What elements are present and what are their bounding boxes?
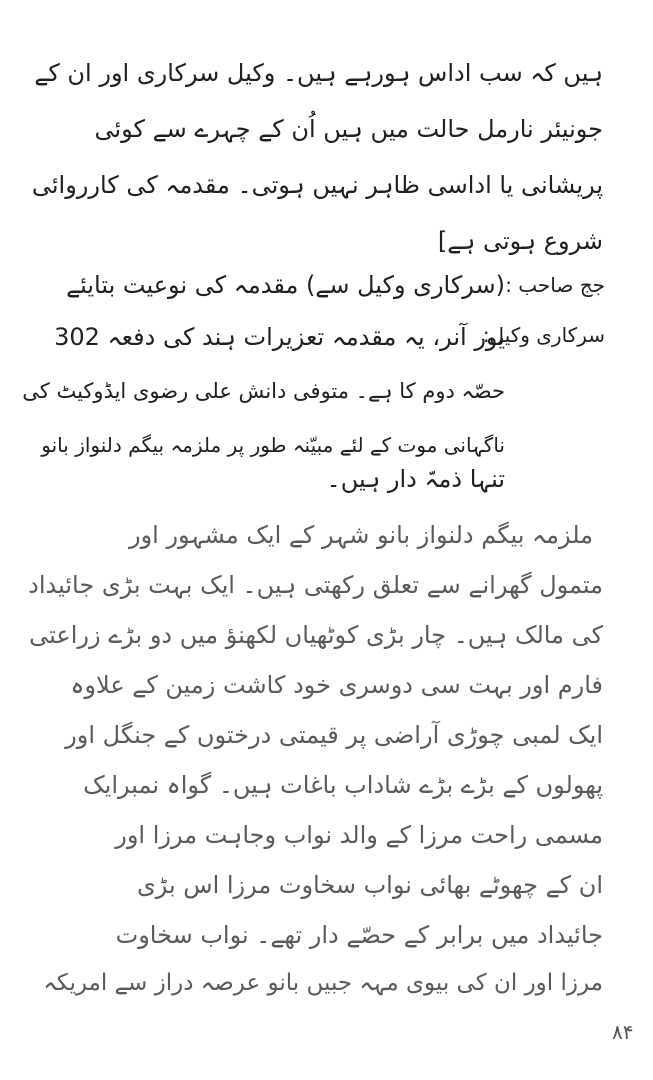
paragraph-line: مسمی راحت مرزا کے والد نواب وجاہت مرزا اور [115,821,603,849]
paragraph-line: کی مالک ہیں۔ چار بڑی کوٹھیاں لکھنؤ میں دو بڑے زراعتی [29,621,603,649]
prosecutor-dialogue-line: تنہا ذمہّ دار ہیں۔ [326,465,505,493]
paragraph-line: متمول گھرانے سے تعلق رکھتی ہیں۔ ایک بہت بڑی جائیداد [28,571,603,599]
text-line: پریشانی یا اداسی ظاہر نہیں ہوتی۔ مقدمہ کی کارروائی [31,171,603,199]
text-line: جونیئر نارمل حالت میں ہیں اُن کے چہرے سے کوئی [94,115,603,143]
paragraph-line: ایک لمبی چوڑی آراضی پر قیمتی درختوں کے جنگل اور [65,721,603,749]
paragraph-line: ملزمہ بیگم دلنواز بانو شہر کے ایک مشہور اور [128,521,593,549]
prosecutor-dialogue-line: یور آنر، یہ مقدمہ تعزیرات ہند کی دفعہ 302 [54,323,505,351]
paragraph-line: ان کے چھوٹے بھائی نواب سخاوت مرزا اس بڑی [136,871,603,899]
paragraph-line: فارم اور بہت سی دوسری خود کاشت زمین کے علاوہ [70,671,603,699]
prosecutor-label: سرکاری وکیل: [482,323,605,347]
judge-label: جج صاحب : [505,273,605,297]
page-number: ۸۴ [612,1020,634,1044]
paragraph-line: جائیداد میں برابر کے حصّے دار تھے۔ نواب سخاوت [115,921,603,949]
judge-dialogue-line: (سرکاری وکیل سے) مقدمہ کی نوعیت بتایئے [66,271,505,299]
text-line: شروع ہوتی ہے] [437,227,603,255]
prosecutor-dialogue-line: ناگہانی موت کے لئے مبیّنہ طور پر ملزمہ بیگم دلنواز بانو [41,433,505,457]
text-line: ہیں کہ سب اداس ہورہے ہیں۔ وکیل سرکاری اور ان کے [34,59,603,87]
prosecutor-dialogue-line: حصّہ دوم کا ہے۔ متوفی دانش علی رضوی ایڈوکیٹ کی [22,379,505,403]
paragraph-line: مرزا اور ان کی بیوی مہہ جبیں بانو عرصہ دراز سے امریکہ [43,970,603,996]
paragraph-line: پھولوں کے بڑے بڑے شاداب باغات ہیں۔ گواہ نمبرایک [83,771,603,799]
